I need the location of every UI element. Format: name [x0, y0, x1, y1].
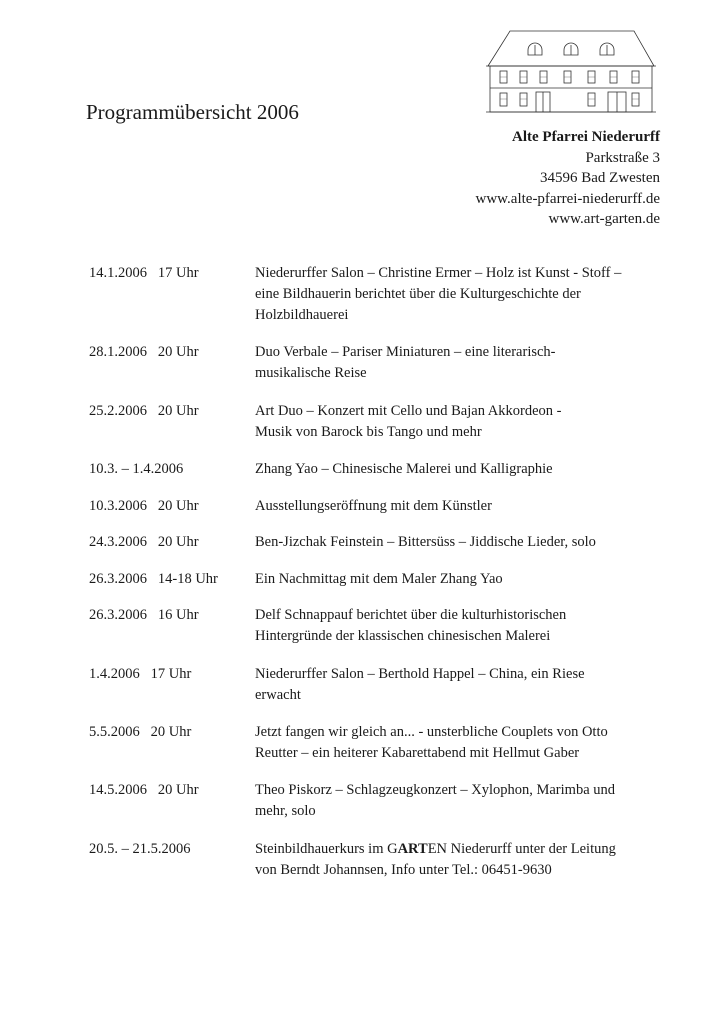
event-description — [255, 569, 667, 590]
venue-name: Alte Pfarrei Niederurff — [512, 129, 660, 145]
event-description — [255, 605, 667, 647]
event-line: von Berndt Johannsen, Info unter Tel.: 06451-9630 — [255, 862, 552, 878]
event-description — [255, 722, 667, 764]
event-description — [255, 664, 667, 706]
event-date: 26.3.2006 14-18 Uhr — [89, 571, 218, 587]
city: 34596 Bad Zwesten — [540, 170, 660, 186]
event-description — [255, 780, 667, 822]
event-line: mehr, solo — [255, 803, 316, 819]
event-date: 26.3.2006 16 Uhr — [89, 607, 199, 623]
event-date: 10.3.2006 20 Uhr — [89, 498, 199, 514]
event-description — [255, 401, 667, 443]
event-date: 20.5. – 21.5.2006 — [89, 841, 191, 857]
event-line: Ein Nachmittag mit dem Maler Zhang Yao — [255, 571, 503, 587]
street: Parkstraße 3 — [585, 149, 660, 166]
event-date: 1.4.2006 17 Uhr — [89, 666, 192, 682]
event-text: Steinbildhauerkurs im G — [255, 841, 398, 857]
event-date: 5.5.2006 20 Uhr — [89, 724, 192, 740]
event-description — [255, 459, 667, 480]
event-line: eine Bildhauerin berichtet über die Kulturgeschichte der — [255, 286, 581, 302]
building-illustration-icon — [484, 28, 658, 114]
event-date: 25.2.2006 20 Uhr — [89, 403, 199, 419]
event-line: Theo Piskorz – Schlagzeugkonzert – Xylophon, Marimba und — [255, 782, 616, 798]
event-line: Musik von Barock bis Tango und mehr — [255, 424, 482, 440]
event-line — [255, 839, 667, 860]
event-date: 28.1.2006 20 Uhr — [89, 344, 199, 360]
event-description — [255, 342, 667, 384]
website-link[interactable]: www.alte-pfarrei-niederurff.de — [475, 190, 660, 207]
event-line: Holzbildhauerei — [255, 307, 349, 323]
event-line: Jetzt fangen wir gleich an... - unsterbliche Couplets von Otto — [255, 724, 608, 740]
event-text: EN Niederurff unter der Leitung — [427, 841, 616, 857]
event-description — [255, 263, 667, 326]
event-date: 14.5.2006 20 Uhr — [89, 782, 199, 798]
event-line: Hintergründe der klassischen chinesischen Malerei — [255, 628, 551, 644]
event-line: Ausstellungseröffnung mit dem Künstler — [255, 498, 492, 514]
event-date: 24.3.2006 20 Uhr — [89, 534, 199, 550]
event-line: Reutter – ein heiterer Kabarettabend mit Hellmut Gaber — [255, 745, 580, 761]
event-date: 14.1.2006 17 Uhr — [89, 265, 199, 281]
event-line: Niederurffer Salon – Christine Ermer – Holz ist Kunst - Stoff – — [255, 265, 622, 281]
page-title: Programmübersicht 2006 — [86, 100, 299, 124]
event-line: musikalische Reise — [255, 365, 367, 381]
website-link[interactable]: www.art-garten.de — [548, 211, 660, 227]
event-line: Duo Verbale – Pariser Miniaturen – eine literarisch- — [255, 344, 556, 360]
event-line: Art Duo – Konzert mit Cello und Bajan Akkordeon - — [255, 403, 562, 419]
event-line: Niederurffer Salon – Berthold Happel – China, ein Riese — [255, 666, 585, 682]
event-description — [255, 839, 667, 881]
event-description — [255, 532, 667, 553]
event-date: 10.3. – 1.4.2006 — [89, 461, 184, 477]
event-line: Delf Schnappauf berichtet über die kulturhistorischen — [255, 607, 567, 623]
event-line: Ben-Jizchak Feinstein – Bittersüss – Jiddische Lieder, solo — [255, 534, 596, 550]
address-block — [476, 127, 660, 230]
event-text-bold: ART — [397, 841, 428, 857]
event-line: erwacht — [255, 687, 301, 703]
event-line: Zhang Yao – Chinesische Malerei und Kalligraphie — [255, 461, 553, 477]
event-description — [255, 496, 667, 517]
